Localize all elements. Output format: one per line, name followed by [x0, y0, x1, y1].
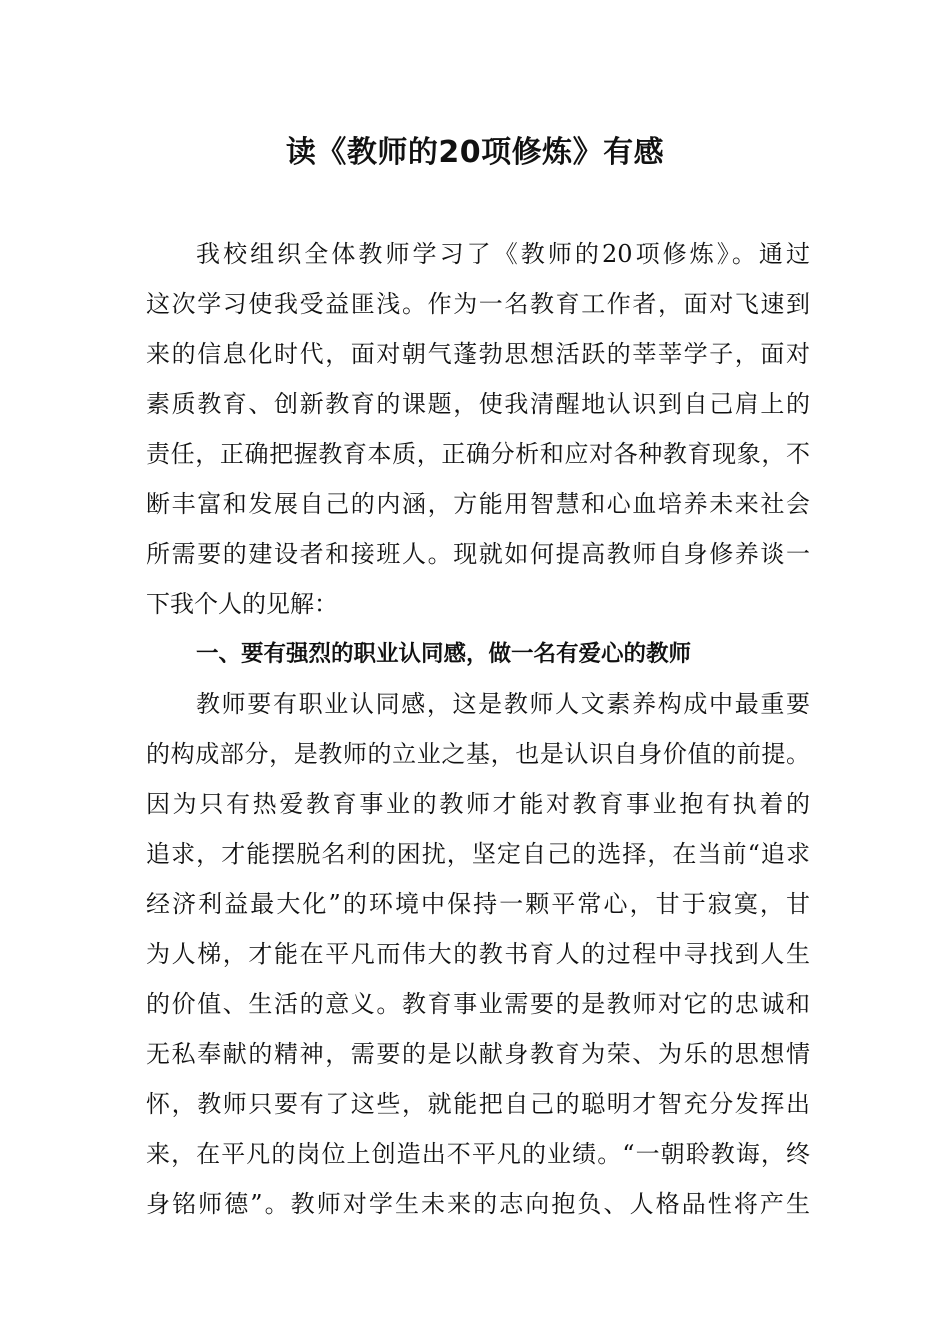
- document-body: [146, 229, 810, 1229]
- paragraph-line: 我校组织全体教师学习了《教师的20项修炼》。通过: [196, 240, 810, 268]
- paragraph-line: 追求，才能摆脱名利的困扰，坚定自己的选择，在当前“追求: [146, 840, 810, 868]
- paragraph-line: 因为只有热爱教育事业的教师才能对教育事业抱有执着的: [146, 790, 810, 818]
- paragraph-line: 所需要的建设者和接班人。现就如何提高教师自身修养谈一: [146, 540, 810, 568]
- paragraph-line: 来，在平凡的岗位上创造出不平凡的业绩。“一朝聆教诲，终: [146, 1140, 810, 1168]
- paragraph-line: 的价值、生活的意义。教育事业需要的是教师对它的忠诚和: [146, 990, 810, 1018]
- paragraph-line: 教师要有职业认同感，这是教师人文素养构成中最重要: [196, 690, 810, 718]
- paragraph-line: 为人梯，才能在平凡而伟大的教书育人的过程中寻找到人生: [146, 940, 810, 968]
- paragraph-line: 素质教育、创新教育的课题，使我清醒地认识到自己肩上的: [146, 390, 810, 418]
- section-heading: 一、要有强烈的职业认同感，做一名有爱心的教师: [196, 641, 692, 667]
- paragraph-line: 断丰富和发展自己的内涵，方能用智慧和心血培养未来社会: [146, 490, 810, 518]
- paragraph-line: 责任，正确把握教育本质，正确分析和应对各种教育现象，不: [146, 440, 810, 468]
- paragraph-line: 这次学习使我受益匪浅。作为一名教育工作者，面对飞速到: [146, 290, 810, 318]
- paragraph-line: 经济利益最大化”的环境中保持一颗平常心，甘于寂寞，甘: [146, 890, 810, 918]
- paragraph-line: 来的信息化时代，面对朝气蓬勃思想活跃的莘莘学子，面对: [146, 340, 810, 368]
- paragraph-line: 身铭师德”。教师对学生未来的志向抱负、人格品性将产生: [146, 1190, 810, 1218]
- paragraph-line: 无私奉献的精神，需要的是以献身教育为荣、为乐的思想情: [146, 1040, 810, 1068]
- document-title: 读《教师的20项修炼》有感: [285, 135, 665, 170]
- paragraph-line: 的构成部分，是教师的立业之基，也是认识自身价值的前提。: [146, 740, 810, 768]
- paragraph-line: 怀，教师只要有了这些，就能把自己的聪明才智充分发挥出: [146, 1090, 810, 1118]
- paragraph-line: 下我个人的见解：: [146, 590, 338, 618]
